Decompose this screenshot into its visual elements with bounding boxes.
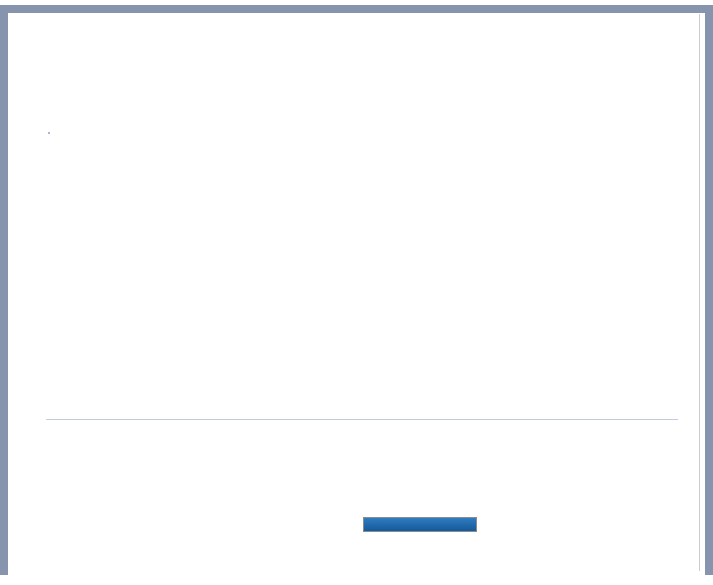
progress-fill bbox=[364, 518, 476, 531]
table-underline bbox=[46, 419, 678, 420]
survey-table bbox=[48, 132, 50, 134]
content-edge-line bbox=[699, 14, 700, 571]
window-frame bbox=[0, 5, 713, 575]
progress-bar bbox=[363, 517, 477, 532]
